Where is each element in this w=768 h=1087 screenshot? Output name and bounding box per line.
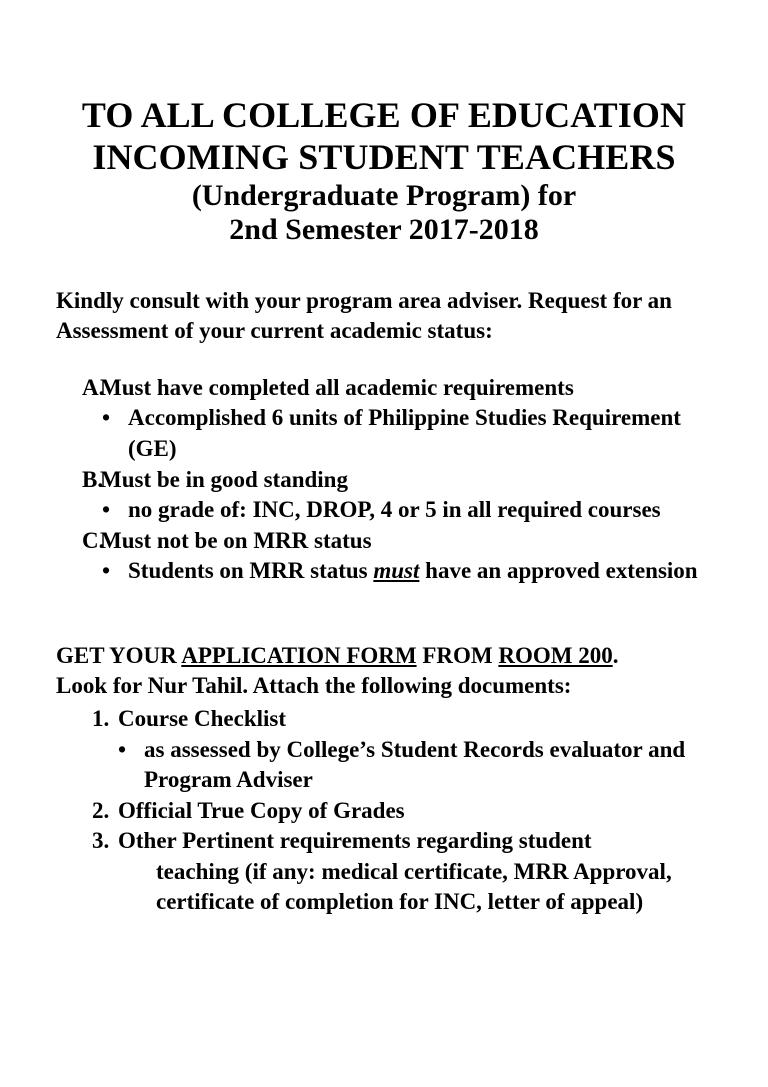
- mrr-text-emphasis: must: [373, 558, 420, 584]
- bullet-icon: •: [118, 736, 127, 762]
- list-marker: 2.: [92, 797, 110, 823]
- bullet-icon: •: [102, 497, 111, 523]
- requirements-list: [56, 373, 712, 587]
- list-marker: 3.: [92, 828, 110, 854]
- bullet-text: Accomplished 6 units of Philippine Studies Requirement (GE): [128, 405, 681, 461]
- page-title: [56, 95, 712, 248]
- list-item: [56, 826, 712, 918]
- heading-part-3: .: [612, 642, 619, 668]
- documents-list: [56, 704, 712, 918]
- heading-part-2: FROM: [416, 642, 499, 668]
- list-item-text: Official True Copy of Grades: [118, 797, 405, 823]
- application-heading: [56, 641, 712, 672]
- heading-part-1: GET YOUR: [56, 642, 182, 668]
- list-item: [56, 526, 712, 557]
- bullet-text: no grade of: INC, DROP, 4 or 5 in all required courses: [128, 497, 661, 523]
- bullet-icon: •: [102, 405, 111, 431]
- application-subheading: Look for Nur Tahil. Attach the following documents:: [56, 673, 572, 699]
- list-item-text: [118, 826, 712, 918]
- list-item-bullet-mrr: [102, 556, 712, 587]
- list-marker: B.: [82, 466, 104, 492]
- list-marker: C.: [82, 527, 105, 553]
- title-line-3: (Undergraduate Program) for: [191, 178, 577, 212]
- list-marker: A.: [82, 374, 105, 400]
- list-item: [56, 465, 712, 496]
- bullet-icon: •: [102, 558, 111, 584]
- item-text-main: Other Pertinent requirements regarding student: [118, 828, 592, 854]
- item-text-continuation: teaching (if any: medical certificate, MRR Approval, certificate of completion for INC, letter of appeal): [156, 858, 672, 915]
- list-item-bullet: [102, 403, 712, 464]
- bullet-text: as assessed by College’s Student Records evaluator and Program Adviser: [144, 736, 686, 793]
- list-item-text: Must be in good standing: [100, 466, 348, 492]
- list-marker: 1.: [92, 706, 110, 732]
- application-section: [56, 641, 712, 702]
- mrr-text-after: have an approved extension: [419, 558, 698, 584]
- bullet-text: [128, 556, 712, 587]
- list-item: [56, 796, 712, 827]
- list-item-bullet: [102, 495, 712, 526]
- title-line-2: INCOMING STUDENT TEACHERS: [92, 136, 676, 177]
- heading-underlined-application-form: APPLICATION FORM: [181, 642, 417, 668]
- list-item-text: Course Checklist: [118, 706, 287, 732]
- title-line-4: 2nd Semester 2017-2018: [229, 213, 539, 247]
- heading-underlined-room: ROOM 200: [498, 642, 613, 668]
- title-line-1: TO ALL COLLEGE OF EDUCATION: [81, 95, 687, 135]
- mrr-text-before: Students on MRR status: [128, 558, 374, 584]
- list-item: [56, 373, 712, 404]
- list-item-text: Must have completed all academic requirements: [100, 374, 574, 400]
- list-item-text: Must not be on MRR status: [100, 527, 372, 553]
- list-item: [56, 704, 712, 735]
- intro-paragraph: Kindly consult with your program area adviser. Request for an Assessment of your current academic status:: [56, 288, 672, 344]
- list-item-bullet: [118, 735, 712, 796]
